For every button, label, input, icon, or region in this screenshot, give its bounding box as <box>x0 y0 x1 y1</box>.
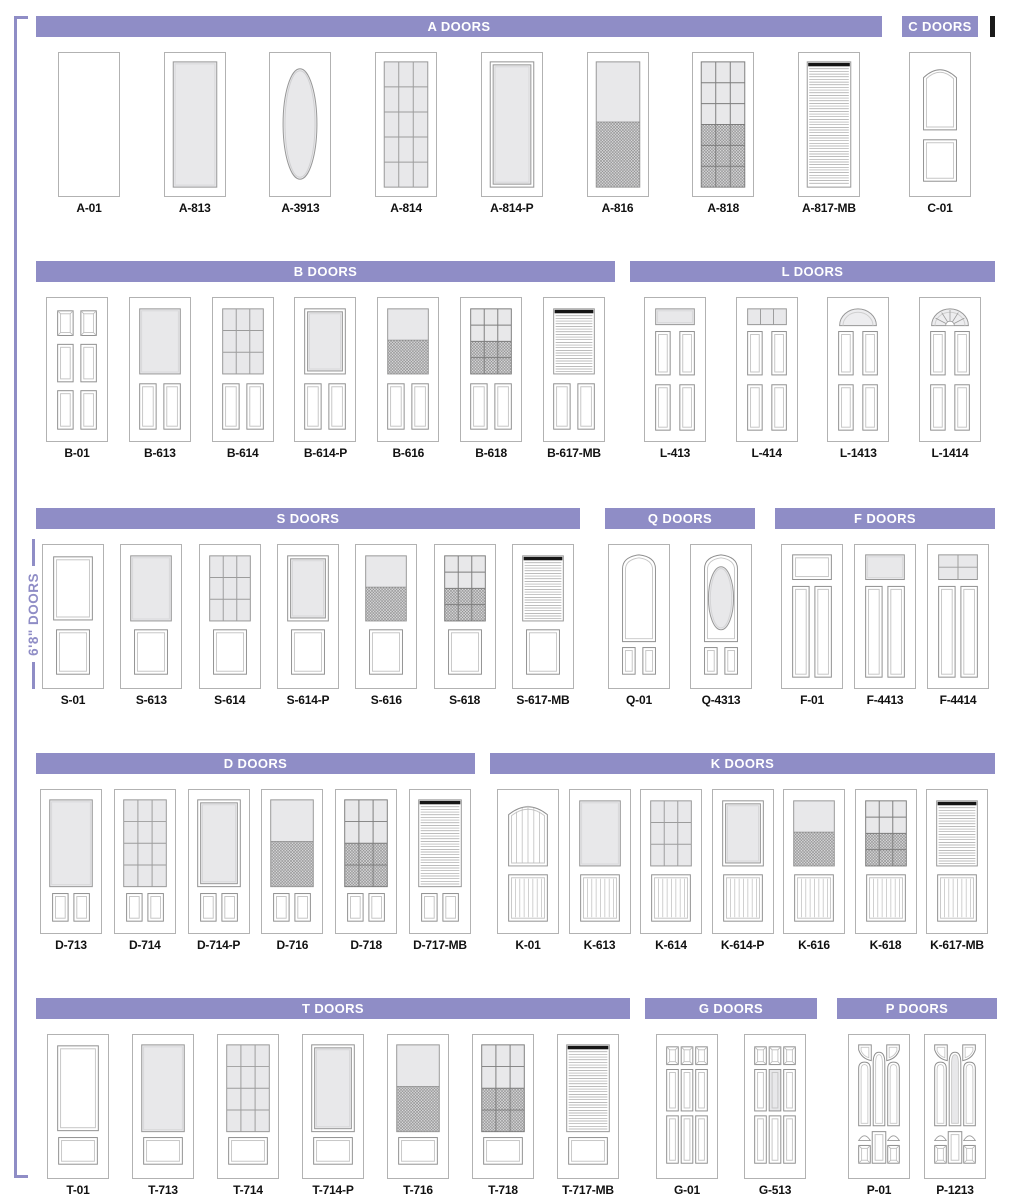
label-tick-bottom <box>32 662 35 689</box>
door-label: T-716 <box>403 1183 433 1197</box>
door-figure-full-glass <box>132 1034 194 1179</box>
door-row <box>36 1034 630 1197</box>
door-figure-raised-panel <box>47 1034 109 1179</box>
section-q-doors <box>605 508 755 707</box>
section-header: T DOORS <box>36 998 630 1019</box>
door-figure-full-glass-p <box>712 789 774 934</box>
door-card <box>335 789 397 952</box>
door-row <box>36 52 882 215</box>
door-label: B-613 <box>143 446 176 460</box>
door-card <box>377 297 439 460</box>
door-label: K-617-MB <box>930 938 984 952</box>
door-label: B-616 <box>392 446 425 460</box>
door-row <box>36 544 580 707</box>
door-figure-grid-3x4 <box>114 789 176 934</box>
door-label: T-717-MB <box>562 1183 614 1197</box>
section-tab-marker <box>990 16 995 37</box>
door-label: L-414 <box>751 446 782 460</box>
door-label: S-01 <box>60 693 86 707</box>
door-label: D-717-MB <box>413 938 467 952</box>
door-row <box>605 544 755 707</box>
door-card <box>543 297 605 460</box>
section-p-doors <box>837 998 997 1197</box>
door-label: A-01 <box>76 201 102 215</box>
door-card <box>129 297 191 460</box>
door-label: L-1414 <box>931 446 969 460</box>
door-figure-nine-panel <box>656 1034 718 1179</box>
door-row <box>775 544 995 707</box>
label-tick-top <box>32 539 35 566</box>
door-label: B-01 <box>64 446 90 460</box>
bracket-top-stub <box>14 16 28 19</box>
door-card <box>909 52 971 215</box>
door-card <box>656 1034 718 1197</box>
door-figure-grid-3x3 <box>212 297 274 442</box>
door-label: D-718 <box>350 938 383 952</box>
section-a-doors <box>36 16 882 215</box>
door-label: A-3913 <box>281 201 320 215</box>
door-card <box>409 789 471 952</box>
door-figure-transom <box>644 297 706 442</box>
door-card <box>855 789 917 952</box>
door-card <box>827 297 889 460</box>
door-figure-full-glass-p <box>188 789 250 934</box>
door-figure-half-hatch <box>783 789 845 934</box>
door-card <box>188 789 250 952</box>
door-card <box>924 1034 986 1197</box>
door-label: S-617-MB <box>516 693 570 707</box>
section-header: S DOORS <box>36 508 580 529</box>
door-label: C-01 <box>927 201 953 215</box>
door-figure-grid-hatch-3x4 <box>335 789 397 934</box>
section-header: B DOORS <box>36 261 615 282</box>
door-figure-half-hatch <box>355 544 417 689</box>
section-header: P DOORS <box>837 998 997 1019</box>
door-card <box>132 1034 194 1197</box>
door-card <box>587 52 649 215</box>
bracket-bottom-stub <box>14 1175 28 1178</box>
door-figure-arch-2panel <box>909 52 971 197</box>
door-figure-sunburst-lite <box>919 297 981 442</box>
door-label: K-618 <box>869 938 902 952</box>
section-header: L DOORS <box>630 261 995 282</box>
section-f-doors <box>775 508 995 707</box>
door-row <box>837 1034 997 1197</box>
door-card <box>434 544 496 707</box>
door-card <box>919 297 981 460</box>
door-figure-raised-panel <box>781 544 843 689</box>
door-label: S-613 <box>135 693 167 707</box>
door-card <box>781 544 843 707</box>
section-header: D DOORS <box>36 753 475 774</box>
door-figure-nine-panel-glass <box>744 1034 806 1179</box>
door-card <box>690 544 752 707</box>
door-label: B-618 <box>475 446 507 460</box>
door-label: K-613 <box>583 938 616 952</box>
door-label: T-714-P <box>312 1183 354 1197</box>
door-figure-oval-glass <box>269 52 331 197</box>
door-label: A-814 <box>390 201 422 215</box>
door-figure-grid-3x4 <box>217 1034 279 1179</box>
size-label: 6'8" DOORS <box>25 572 41 656</box>
door-label: P-1213 <box>936 1183 974 1197</box>
door-label: A-818 <box>707 201 740 215</box>
section-b-doors <box>36 261 615 460</box>
door-figure-mini-blinds <box>409 789 471 934</box>
door-card <box>557 1034 619 1197</box>
door-figure-full-glass <box>854 544 916 689</box>
door-figure-grid-hatch-3x4 <box>855 789 917 934</box>
door-card <box>277 544 339 707</box>
door-card <box>497 789 559 952</box>
bracket-line <box>14 16 17 1178</box>
door-card <box>302 1034 364 1197</box>
door-label: S-616 <box>370 693 402 707</box>
door-label: Q-4313 <box>701 693 741 707</box>
door-card <box>927 544 989 707</box>
door-card <box>712 789 774 952</box>
door-card <box>569 789 631 952</box>
door-card <box>644 297 706 460</box>
door-row <box>902 52 978 215</box>
door-card <box>640 789 702 952</box>
door-label: P-01 <box>866 1183 892 1197</box>
section-t-doors <box>36 998 630 1197</box>
door-label: K-614 <box>655 938 687 952</box>
door-figure-half-hatch <box>261 789 323 934</box>
door-figure-flush <box>58 52 120 197</box>
door-figure-grid-hatch-3x4 <box>434 544 496 689</box>
door-figure-fan-lite <box>827 297 889 442</box>
door-card <box>692 52 754 215</box>
door-label: T-713 <box>148 1183 178 1197</box>
door-label: F-01 <box>800 693 824 707</box>
door-row <box>36 789 475 952</box>
door-figure-full-glass <box>129 297 191 442</box>
door-figure-arch-oval <box>690 544 752 689</box>
door-figure-arch-bead <box>497 789 559 934</box>
door-figure-grid-hatch-3x4 <box>472 1034 534 1179</box>
door-card <box>854 544 916 707</box>
door-label: S-614 <box>214 693 246 707</box>
door-figure-full-glass-p <box>277 544 339 689</box>
door-figure-full-glass-p <box>481 52 543 197</box>
door-figure-arch-8panel-glass <box>924 1034 986 1179</box>
section-header: G DOORS <box>645 998 817 1019</box>
door-card <box>387 1034 449 1197</box>
door-label: D-713 <box>55 938 87 952</box>
door-card <box>217 1034 279 1197</box>
door-label: T-01 <box>66 1183 90 1197</box>
door-label: S-618 <box>449 693 481 707</box>
door-figure-arch-panel <box>608 544 670 689</box>
door-label: S-614-P <box>286 693 330 707</box>
door-card <box>608 544 670 707</box>
section-s-doors <box>36 508 580 707</box>
door-card <box>798 52 860 215</box>
door-card <box>736 297 798 460</box>
door-label: K-01 <box>515 938 541 952</box>
door-figure-half-hatch <box>377 297 439 442</box>
door-label: L-1413 <box>839 446 877 460</box>
door-figure-half-hatch <box>387 1034 449 1179</box>
door-label: D-714 <box>128 938 161 952</box>
door-card <box>481 52 543 215</box>
section-header: Q DOORS <box>605 508 755 529</box>
door-label: K-614-P <box>720 938 765 952</box>
door-figure-grid-3x3 <box>640 789 702 934</box>
door-card <box>199 544 261 707</box>
section-d-doors <box>36 753 475 952</box>
door-figure-mini-blinds <box>512 544 574 689</box>
section-header: F DOORS <box>775 508 995 529</box>
door-figure-grid-3x3 <box>199 544 261 689</box>
door-figure-arch-8panel <box>848 1034 910 1179</box>
door-row <box>36 297 615 460</box>
door-label: B-614-P <box>303 446 348 460</box>
door-figure-grid-2x2 <box>927 544 989 689</box>
door-card <box>375 52 437 215</box>
section-c-doors <box>902 16 978 215</box>
door-row <box>490 789 995 952</box>
door-label: A-816 <box>601 201 634 215</box>
section-header: K DOORS <box>490 753 995 774</box>
door-card <box>744 1034 806 1197</box>
door-label: F-4413 <box>866 693 904 707</box>
door-card <box>58 52 120 215</box>
door-card <box>40 789 102 952</box>
door-figure-full-glass-p <box>294 297 356 442</box>
door-card <box>47 1034 109 1197</box>
door-label: A-814-P <box>490 201 534 215</box>
door-label: D-714-P <box>196 938 241 952</box>
door-figure-full-glass-p <box>302 1034 364 1179</box>
door-card <box>164 52 226 215</box>
door-label: D-716 <box>276 938 309 952</box>
door-label: T-718 <box>488 1183 518 1197</box>
door-card <box>294 297 356 460</box>
section-l-doors <box>630 261 995 460</box>
door-label: Q-01 <box>626 693 652 707</box>
door-label: B-614 <box>226 446 259 460</box>
door-figure-transom-3 <box>736 297 798 442</box>
door-figure-full-glass <box>40 789 102 934</box>
door-label: G-513 <box>758 1183 792 1197</box>
door-card <box>472 1034 534 1197</box>
door-label: A-817-MB <box>802 201 856 215</box>
door-figure-full-glass <box>569 789 631 934</box>
door-card <box>261 789 323 952</box>
door-card <box>42 544 104 707</box>
door-card <box>512 544 574 707</box>
door-label: L-413 <box>659 446 691 460</box>
door-card <box>848 1034 910 1197</box>
door-figure-grid-hatch-3x4 <box>460 297 522 442</box>
section-g-doors <box>645 998 817 1197</box>
door-card <box>926 789 988 952</box>
door-card <box>783 789 845 952</box>
door-figure-half-hatch <box>587 52 649 197</box>
door-figure-grid-hatch-3x6 <box>692 52 754 197</box>
door-row <box>630 297 995 460</box>
door-label: K-616 <box>798 938 830 952</box>
door-figure-six-panel <box>46 297 108 442</box>
door-figure-mini-blinds <box>543 297 605 442</box>
door-label: G-01 <box>674 1183 700 1197</box>
door-card <box>460 297 522 460</box>
door-figure-mini-blinds <box>798 52 860 197</box>
door-card <box>114 789 176 952</box>
door-card <box>120 544 182 707</box>
section-k-doors <box>490 753 995 952</box>
door-label: A-813 <box>178 201 211 215</box>
door-label: T-714 <box>233 1183 263 1197</box>
door-card <box>269 52 331 215</box>
door-figure-raised-panel <box>42 544 104 689</box>
door-figure-full-glass <box>164 52 226 197</box>
door-card <box>46 297 108 460</box>
section-header: A DOORS <box>36 16 882 37</box>
door-label: B-617-MB <box>547 446 601 460</box>
door-card <box>355 544 417 707</box>
door-label: F-4414 <box>939 693 977 707</box>
section-header: C DOORS <box>902 16 978 37</box>
door-figure-full-glass <box>120 544 182 689</box>
door-row <box>645 1034 817 1197</box>
door-figure-mini-blinds <box>557 1034 619 1179</box>
door-card <box>212 297 274 460</box>
door-figure-mini-blinds <box>926 789 988 934</box>
door-figure-grid-3x5 <box>375 52 437 197</box>
